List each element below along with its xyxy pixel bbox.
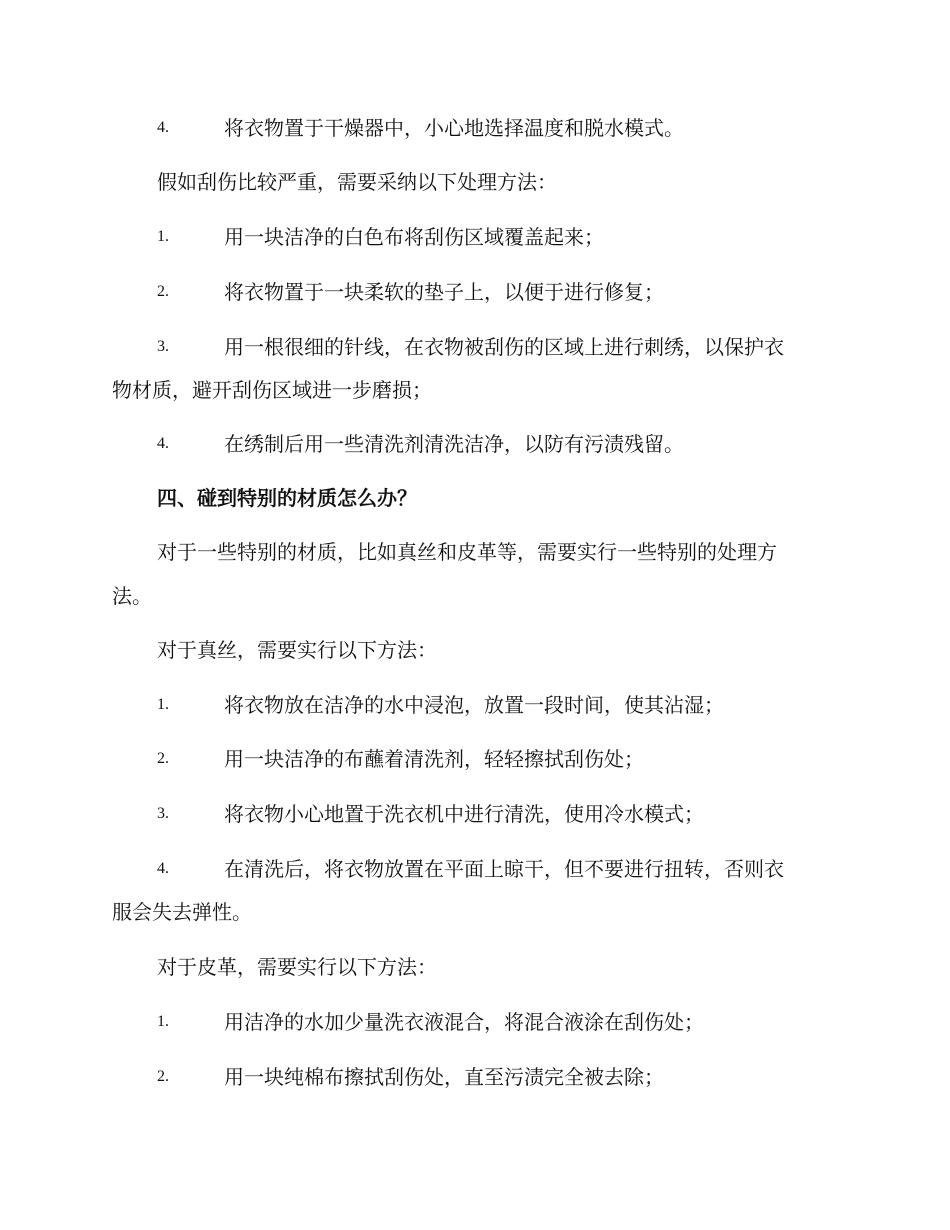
list-item-text: 用一块洁净的白色布将刮伤区域覆盖起来； bbox=[224, 225, 604, 249]
list-item-text-continued: 服会失去弹性。 bbox=[112, 900, 252, 924]
list-item-text: 在绣制后用一些清洗剂清洗洁净，以防有污渍残留。 bbox=[224, 432, 684, 456]
paragraph: 对于真丝，需要实行以下方法： bbox=[157, 638, 437, 662]
list-number: 4. bbox=[157, 860, 169, 877]
paragraph-continued: 法。 bbox=[112, 584, 152, 608]
list-number: 3. bbox=[157, 338, 169, 355]
list-number: 1. bbox=[157, 228, 169, 245]
list-item-text: 用洁净的水加少量洗衣液混合，将混合液涂在刮伤处； bbox=[224, 1010, 704, 1034]
paragraph: 对于皮革，需要实行以下方法： bbox=[157, 955, 437, 979]
list-number: 4. bbox=[157, 435, 169, 452]
list-item-text: 将衣物放在洁净的水中浸泡，放置一段时间，使其沾湿； bbox=[224, 693, 724, 717]
list-item-text: 在清洗后，将衣物放置在平面上晾干，但不要进行扭转，否则衣 bbox=[224, 857, 784, 881]
list-number: 1. bbox=[157, 1013, 169, 1030]
list-item-text: 用一根很细的针线，在衣物被刮伤的区域上进行刺绣，以保护衣 bbox=[224, 335, 784, 359]
list-number: 1. bbox=[157, 696, 169, 713]
list-item-text: 将衣物置于一块柔软的垫子上，以便于进行修复； bbox=[224, 280, 664, 304]
list-number: 4. bbox=[157, 119, 169, 136]
paragraph: 假如刮伤比较严重，需要采纳以下处理方法： bbox=[157, 170, 557, 194]
list-item-text: 用一块洁净的布蘸着清洗剂，轻轻擦拭刮伤处； bbox=[224, 747, 644, 771]
section-heading: 四、碰到特别的材质怎么办？ bbox=[157, 486, 417, 510]
list-number: 2. bbox=[157, 750, 169, 767]
list-item-text: 用一块纯棉布擦拭刮伤处，直至污渍完全被去除； bbox=[224, 1065, 664, 1089]
list-item-text: 将衣物置于干燥器中，小心地选择温度和脱水模式。 bbox=[224, 116, 684, 140]
list-item-text-continued: 物材质，避开刮伤区域进一步磨损； bbox=[112, 378, 432, 402]
list-number: 2. bbox=[157, 1068, 169, 1085]
list-item-text: 将衣物小心地置于洗衣机中进行清洗，使用冷水模式； bbox=[224, 802, 704, 826]
paragraph: 对于一些特别的材质，比如真丝和皮革等，需要实行一些特别的处理方 bbox=[157, 540, 777, 564]
list-number: 2. bbox=[157, 283, 169, 300]
list-number: 3. bbox=[157, 805, 169, 822]
